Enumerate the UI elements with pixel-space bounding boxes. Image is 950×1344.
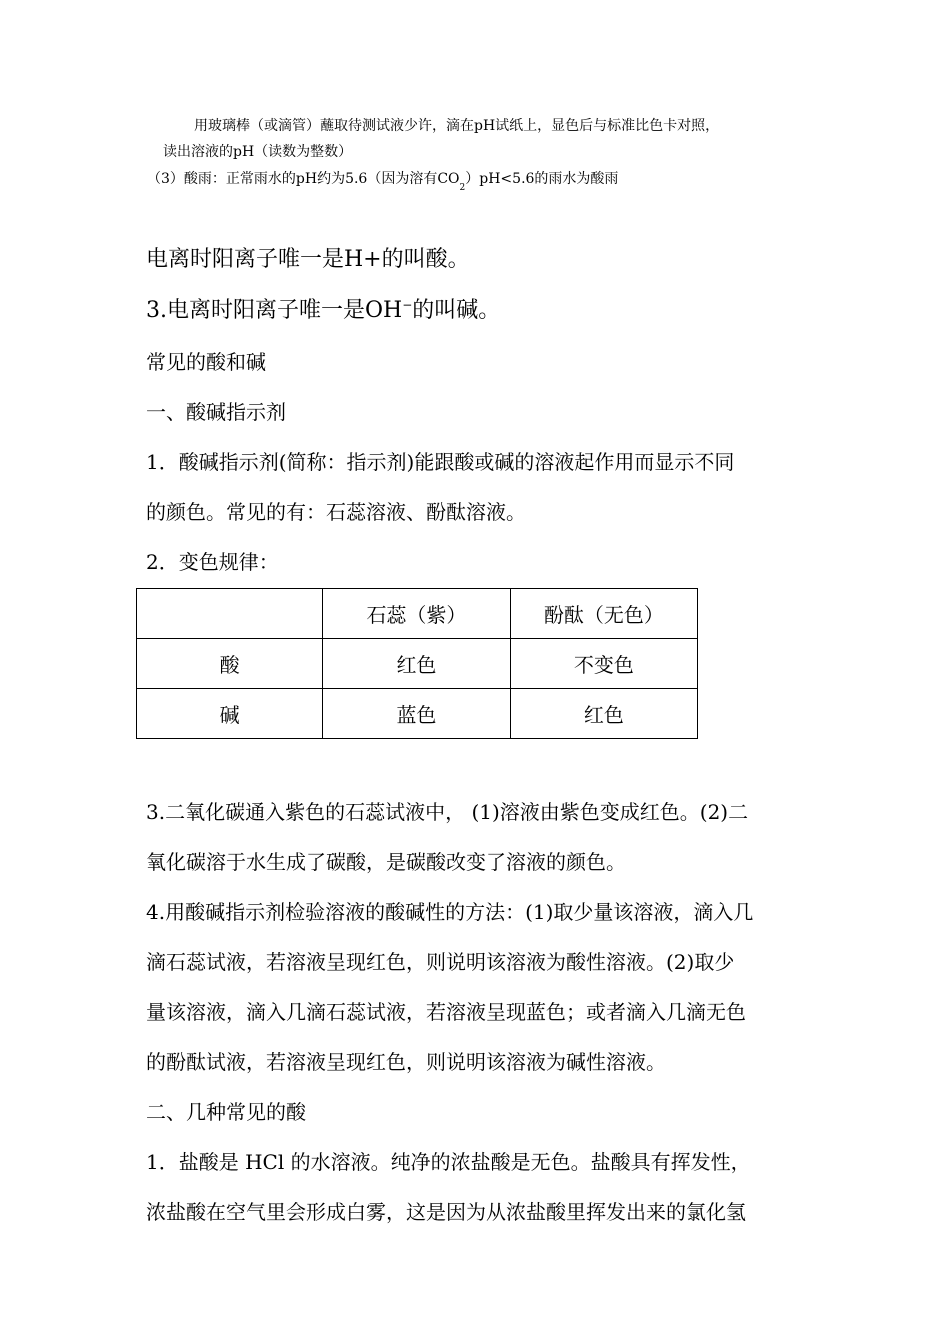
section-heading-indicator: 一、酸碱指示剂 bbox=[146, 400, 286, 424]
indicator-color-table bbox=[136, 588, 698, 739]
hcl-paragraph-line-2: 浓盐酸在空气里会形成白雾，这是因为从浓盐酸里挥发出来的氯化氢 bbox=[146, 1200, 746, 1224]
method-paragraph-line-3: 量该溶液，滴入几滴石蕊试液，若溶液呈现蓝色；或者滴入几滴无色 bbox=[146, 1000, 746, 1024]
method-paragraph-line-4: 的酚酞试液，若溶液呈现红色，则说明该溶液为碱性溶液。 bbox=[146, 1050, 666, 1074]
table-cell: 红色 bbox=[510, 689, 697, 739]
table-cell: 石蕊（紫） bbox=[323, 589, 510, 639]
section-heading-common: 常见的酸和碱 bbox=[146, 350, 266, 374]
acid-rain-line: （3）酸雨：正常雨水的pH约为5.6（因为溶有$CO_2)pH<5.6$的雨水为酸雨 bbox=[147, 171, 619, 193]
base-definition: 3.电离时阳离子唯一是OH−的叫碱。 bbox=[146, 298, 501, 323]
indicator-paragraph-line-1: 1．酸碱指示剂(简称：指示剂)能跟酸或碱的溶液起作用而显示不同 bbox=[146, 450, 735, 474]
table-row bbox=[137, 639, 698, 689]
table-cell: 酚酞（无色） bbox=[510, 589, 697, 639]
method-paragraph-line-2: 滴石蕊试液，若溶液呈现红色，则说明该溶液为酸性溶液。(2)取少 bbox=[146, 950, 735, 974]
table-cell: 红色 bbox=[323, 639, 510, 689]
table-cell: 蓝色 bbox=[323, 689, 510, 739]
table-cell bbox=[137, 589, 323, 639]
table-header-row bbox=[137, 589, 698, 639]
ph-test-line-2: 读出溶液的pH（读数为整数） bbox=[163, 144, 353, 160]
hcl-paragraph-line-1: 1．盐酸是 HCl 的水溶液。纯净的浓盐酸是无色。盐酸具有挥发性， bbox=[146, 1150, 751, 1174]
method-paragraph-line-1: 4.用酸碱指示剂检验溶液的酸碱性的方法：(1)取少量该溶液，滴入几 bbox=[146, 900, 754, 924]
table-cell: 酸 bbox=[137, 639, 323, 689]
ph-test-line-1: 用玻璃棒（或滴管）蘸取待测试液少许，滴在pH试纸上，显色后与标准比色卡对照， bbox=[194, 118, 720, 134]
table-row bbox=[137, 689, 698, 739]
table-cell: 不变色 bbox=[510, 639, 697, 689]
co2-paragraph-line-2: 氧化碳溶于水生成了碳酸，是碳酸改变了溶液的颜色。 bbox=[146, 850, 626, 874]
section-heading-acids: 二、几种常见的酸 bbox=[146, 1100, 306, 1124]
table-cell: 碱 bbox=[137, 689, 323, 739]
acid-definition: 电离时阳离子唯一是H+的叫酸。 bbox=[146, 247, 470, 272]
indicator-paragraph-line-2: 的颜色。常见的有：石蕊溶液、酚酞溶液。 bbox=[146, 500, 526, 524]
co2-paragraph-line-1: 3.二氧化碳通入紫色的石蕊试液中， (1)溶液由紫色变成红色。(2)二 bbox=[146, 800, 749, 824]
color-rule-heading: 2．变色规律： bbox=[146, 550, 279, 574]
